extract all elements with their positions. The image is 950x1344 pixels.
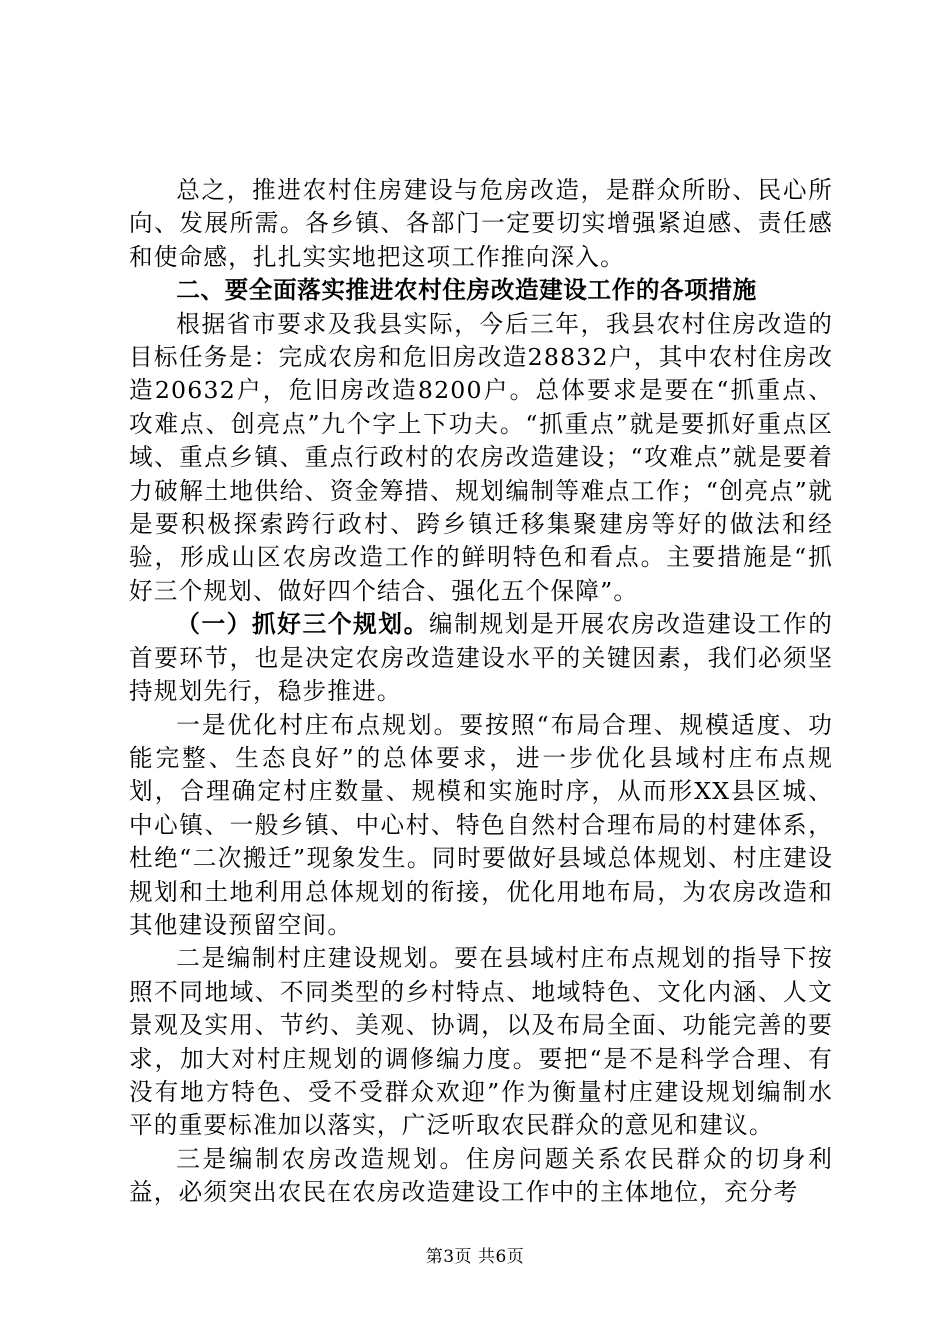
paragraph-targets: 根据省市要求及我县实际，今后三年，我县农村住房改造的目标任务是：完成农房和危旧房改造28832户，其中农村住房改造20632户，危旧房改造8200户。总体要求是要在“抓重点、攻难点、创亮点”九个字上下功夫。“抓重点”就是要抓好重点区域、重点乡镇、重点行政村的农房改造建设；“攻难点”就是要着力破解土地供给、资金筹措、规划编制等难点工作；“创亮点”就是要积极探索跨行政村、跨乡镇迁移集聚建房等好的做法和经验，形成山区农房改造工作的鲜明特色和看点。主要措施是“抓好三个规划、做好四个结合、强化五个保障”。 [129,309,834,605]
paragraph-plan-two: 二是编制村庄建设规划。要在县域村庄布点规划的指导下按照不同地域、不同类型的乡村特点、地域特色、文化内涵、人文景观及实用、节约、美观、协调，以及布局全面、功能完善的要求，加大对村庄规划的调修编力度。要把“是不是科学合理、有没有地方特色、受不受群众欢迎”作为衡量村庄建设规划编制水平的重要标准加以落实，广泛听取农民群众的意见和建议。 [129,944,833,1140]
document-body [129,174,833,1210]
paragraph-three-plans [129,608,833,708]
page-number-footer: 第3页 共6页 [425,1247,525,1267]
paragraph-conclusion: 总之，推进农村住房建设与危房改造，是群众所盼、民心所向、发展所需。各乡镇、各部门一定要切实增强紧迫感、责任感和使命感，扎扎实实地把这项工作推向深入。 [129,176,833,271]
section-heading-2: 二、要全面落实推进农村住房改造建设工作的各项措施 [176,276,757,305]
subsection-heading-1: （一）抓好三个规划。 [176,610,429,639]
paragraph-three-plans-text: 编制规划是开展农房改造建设工作的首要环节，也是决定农房改造建设水平的关键因素，我们必须坚持规划先行，稳步推进。 [129,610,834,706]
paragraph-plan-three: 三是编制农房改造规划。住房问题关系农民群众的切身利益，必须突出农民在农房改造建设工作中的主体地位，充分考 [129,1144,833,1207]
paragraph-plan-one: 一是优化村庄布点规划。要按照“布局合理、规模适度、功能完整、生态良好”的总体要求，进一步优化县域村庄布点规划，合理确定村庄数量、规模和实施时序，从而形XX县区城、中心镇、一般乡镇、中心村、特色自然村合理布局的村建体系，杜绝“二次搬迁”现象发生。同时要做好县域总体规划、村庄建设规划和土地利用总体规划的衔接，优化用地布局，为农房改造和其他建设预留空间。 [129,710,833,939]
